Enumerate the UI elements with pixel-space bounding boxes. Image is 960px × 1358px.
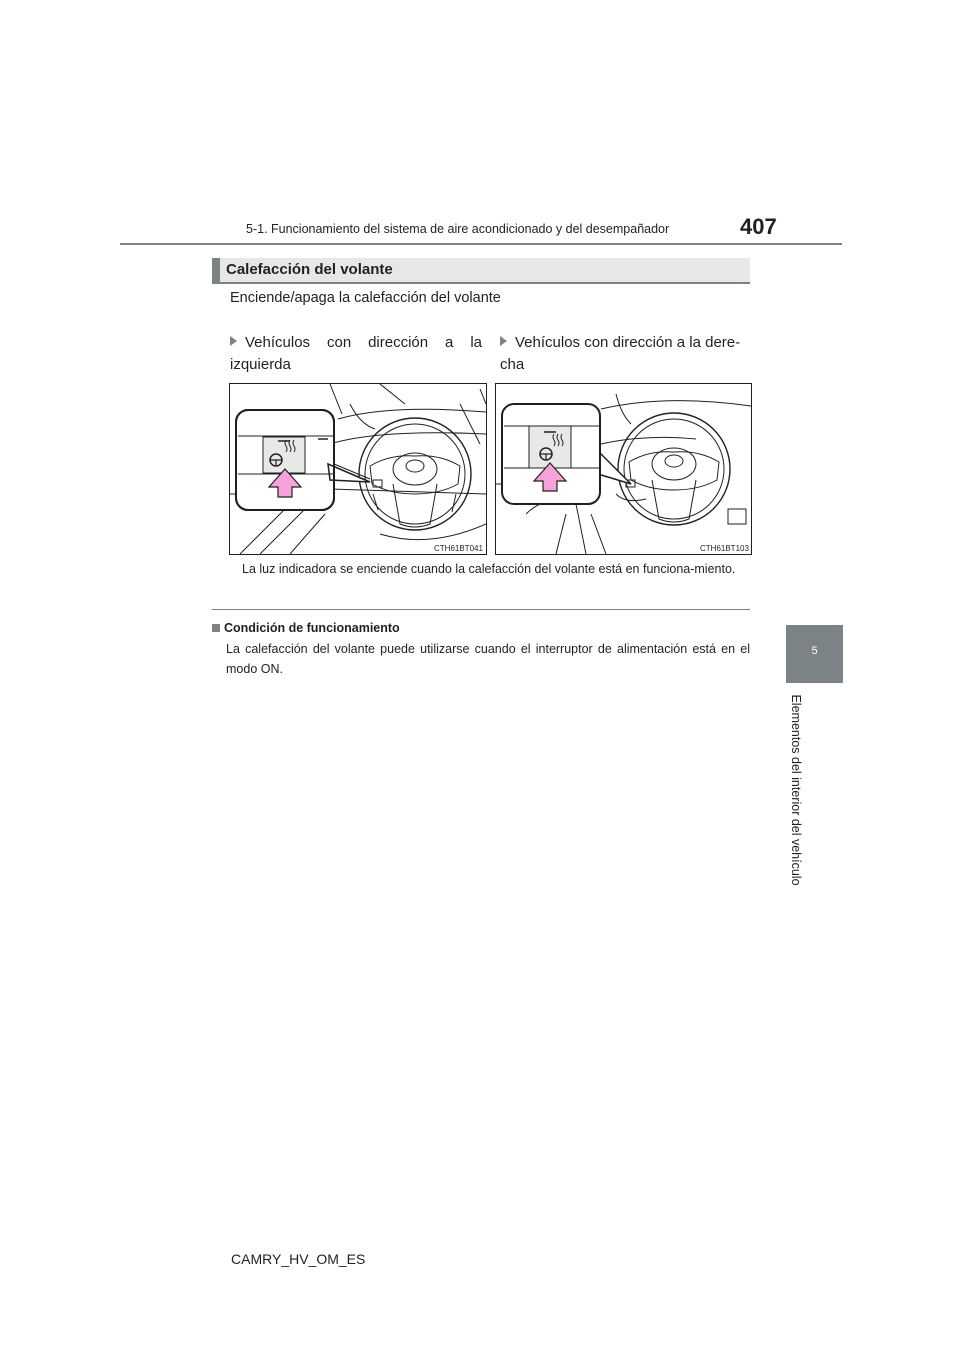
chapter-tab bbox=[786, 625, 843, 683]
header-title: 5-1. Funcionamiento del sistema de aire acondicionado y del desempañador bbox=[246, 222, 670, 236]
page-number: 407 bbox=[740, 214, 777, 239]
bullet-right-hand-drive bbox=[500, 332, 750, 376]
figure-caption: La luz indicadora se enciende cuando la calefacción del volante está en funciona-miento. bbox=[242, 562, 736, 576]
footer-code: CAMRY_HV_OM_ES bbox=[231, 1251, 366, 1267]
section-heading-accent bbox=[212, 258, 220, 282]
condition-title: Condición de funcionamiento bbox=[224, 621, 400, 635]
chapter-label-text: Elementos del interior del vehículo bbox=[789, 694, 803, 886]
condition-heading bbox=[212, 621, 400, 635]
bullet-triangle-icon bbox=[500, 336, 507, 346]
figure-right-hand-drive bbox=[495, 383, 752, 555]
chapter-label bbox=[786, 690, 806, 890]
bullet-triangle-icon bbox=[230, 336, 237, 346]
section-heading-bar bbox=[212, 258, 750, 284]
bullet-right-text: Vehículos con dirección a la dere-cha bbox=[500, 334, 741, 373]
section-title: Calefacción del volante bbox=[226, 261, 393, 278]
bullet-left-hand-drive bbox=[230, 332, 482, 376]
steering-wheel-illustration-right bbox=[496, 384, 751, 554]
section-intro: Enciende/apaga la calefacción del volante bbox=[230, 290, 501, 306]
steering-wheel-illustration-left bbox=[230, 384, 486, 554]
bullet-left-text: Vehículos con dirección a la izquierda bbox=[230, 334, 482, 373]
condition-body: La calefacción del volante puede utilizarse cuando el interruptor de alimentación está en el modo ON. bbox=[226, 642, 750, 676]
header-rule bbox=[120, 243, 842, 245]
chapter-number: 5 bbox=[811, 645, 818, 657]
square-bullet-icon bbox=[212, 624, 220, 632]
figure-left-hand-drive bbox=[229, 383, 487, 555]
figure-right-code: CTH61BT103 bbox=[700, 544, 749, 553]
section-divider bbox=[212, 609, 750, 610]
figure-left-code: CTH61BT041 bbox=[434, 544, 483, 553]
